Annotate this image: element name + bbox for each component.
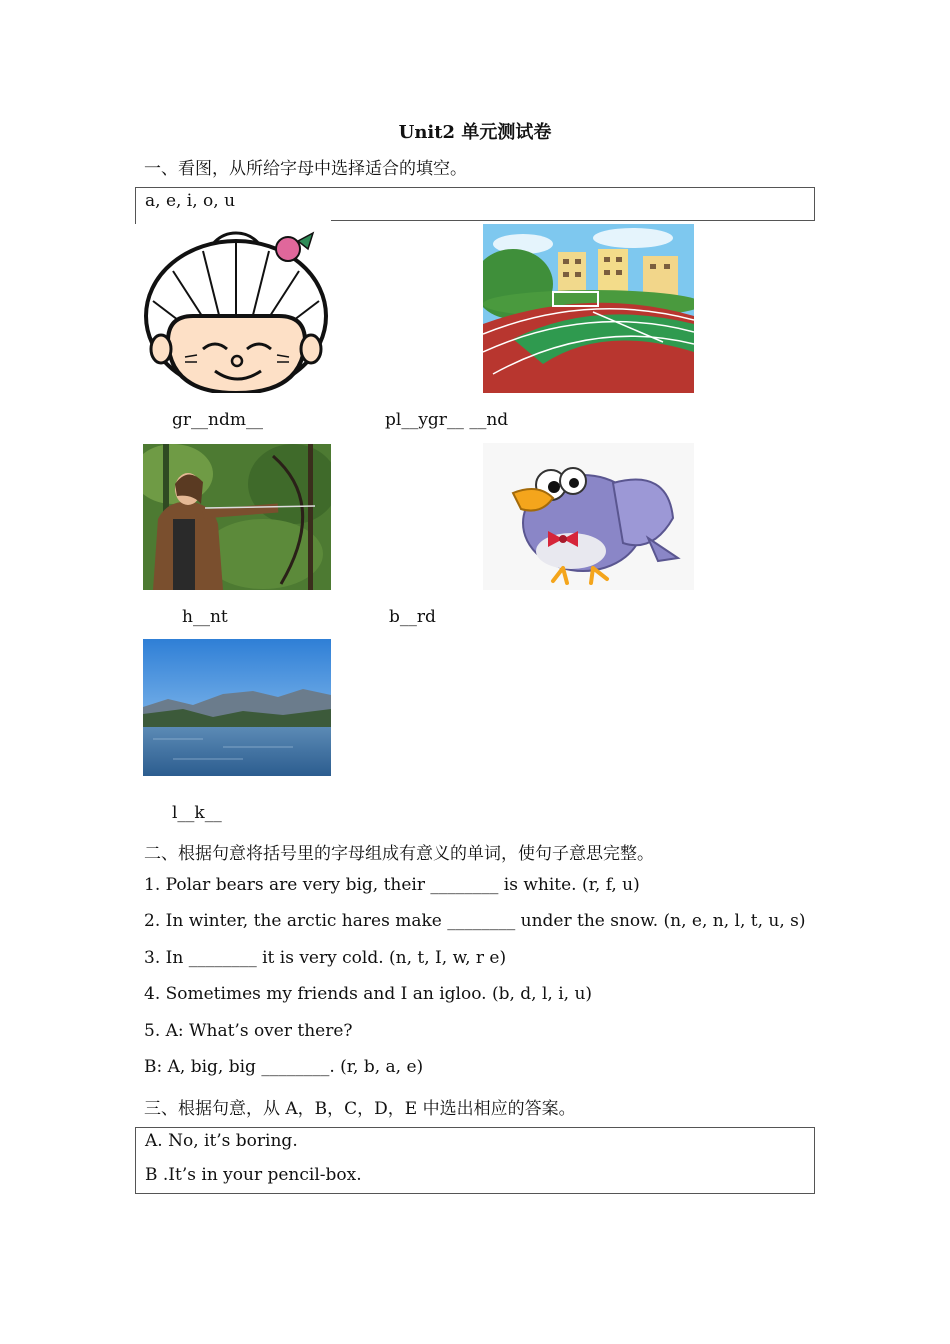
question-4: 4. Sometimes my friends and I an igloo. (b, d, l, i, u) <box>144 984 593 1004</box>
letter-choices: a, e, i, o, u <box>145 191 236 211</box>
question-2: 2. In winter, the arctic hares make ________ under the snow. (n, e, n, l, t, u, s) <box>144 911 806 931</box>
question-3: 3. In ________ it is very cold. (n, t, I, w, r e) <box>144 948 507 968</box>
grandma-picture <box>143 221 331 393</box>
question-5-answer: B: A, big, big ________. (r, b, a, e) <box>144 1057 424 1077</box>
section2-heading: 二、根据句意将括号里的字母组成有意义的单词，使句子意思完整。 <box>144 844 654 864</box>
page-title: Unit2 单元测试卷 <box>398 122 552 143</box>
question-1: 1. Polar bears are very big, their ________ is white. (r, f, u) <box>144 875 640 895</box>
blank-grandma: gr__ndm__ <box>172 410 263 430</box>
archer-picture <box>143 444 331 590</box>
blank-lake: l__k__ <box>172 803 222 823</box>
playground-picture <box>483 224 694 393</box>
question-5: 5. A: What’s over there? <box>144 1021 353 1041</box>
bird-picture <box>483 443 694 590</box>
answer-options-box <box>135 1127 815 1194</box>
blank-playground: pl__ygr__ __nd <box>385 410 509 430</box>
blank-hunt: h__nt <box>182 607 228 627</box>
section3-heading: 三、根据句意，从 A，B，C，D，E 中选出相应的答案。 <box>144 1099 576 1119</box>
lake-picture <box>143 639 331 776</box>
option-a: A. No, it’s boring. <box>145 1131 298 1151</box>
blank-bird: b__rd <box>389 607 436 627</box>
section1-heading: 一、看图，从所给字母中选择适合的填空。 <box>144 159 467 179</box>
option-b: B .It’s in your pencil-box. <box>145 1165 362 1185</box>
letter-choices-box <box>135 187 815 221</box>
